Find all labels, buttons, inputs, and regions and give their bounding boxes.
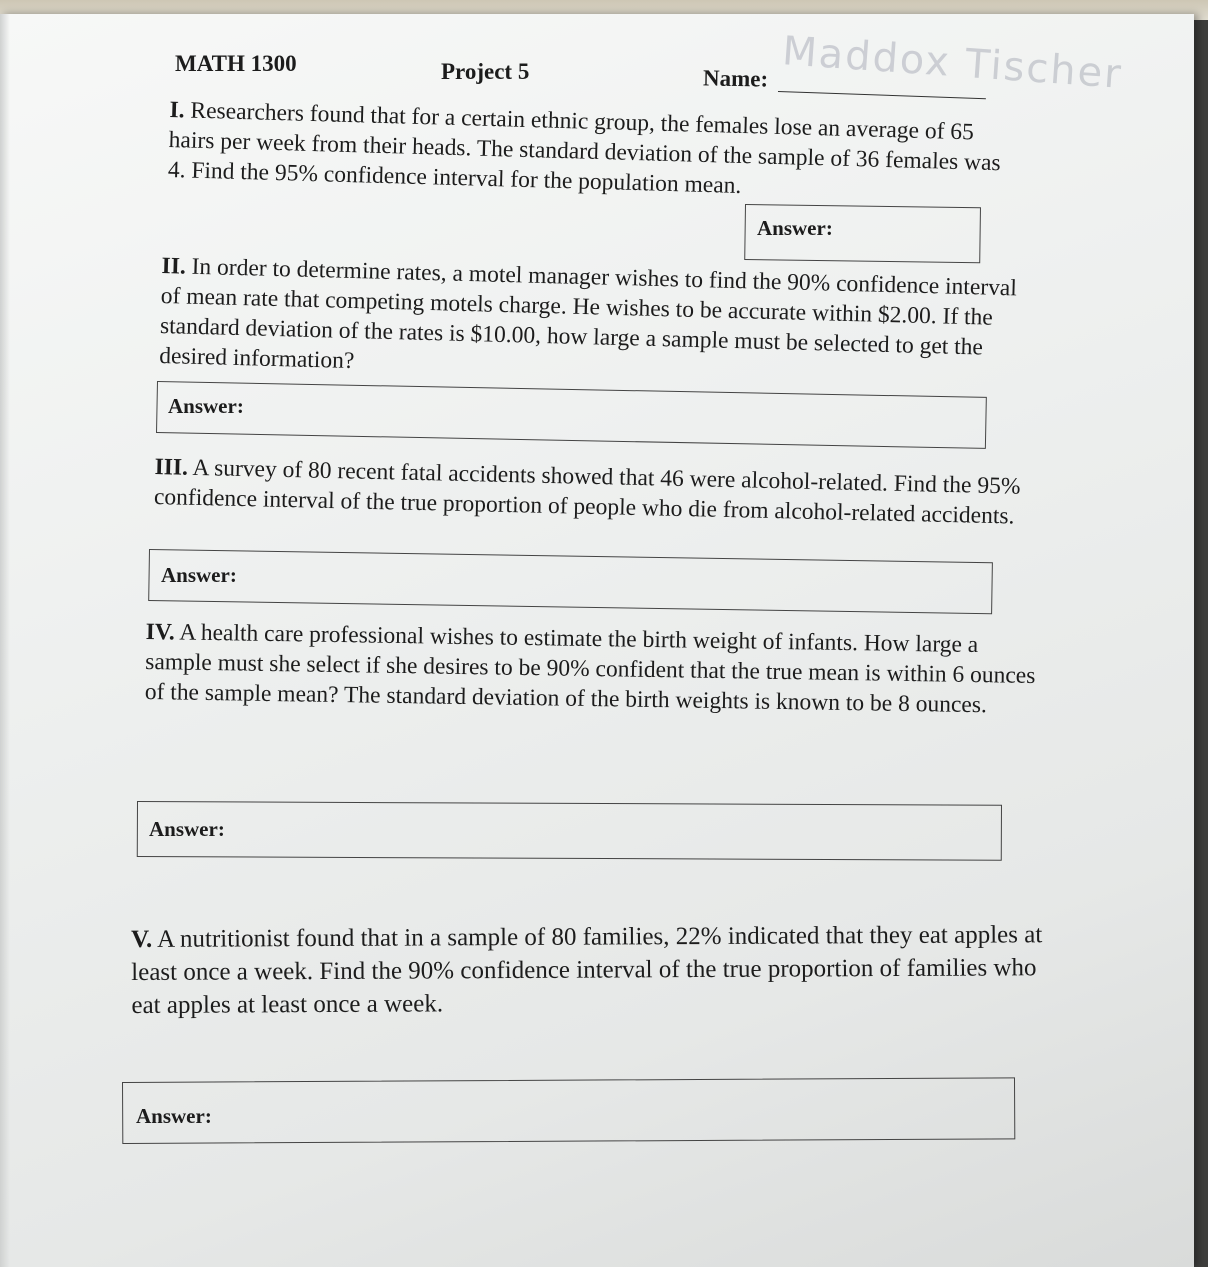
question-text: Researchers found that for a certain ethnic group, the females lose an average of 65 hairs per week from their heads. The standard deviation of the sample of 36 females was 4. Find the 95% confidence interval for the population mean. bbox=[167, 97, 1002, 199]
project-title: Project 5 bbox=[441, 59, 530, 84]
question-text: In order to determine rates, a motel manager wishes to find the 90% confidence interval of mean rate that competing motels charge. He wishes to be accurate within $2.00. If the standard deviation of the rates is $10.00, how large a sample must be selected to get the desired information? bbox=[158, 253, 1018, 375]
page-edge-shadow bbox=[0, 14, 10, 1267]
answer-box-4[interactable] bbox=[137, 801, 1002, 861]
question-number: V. bbox=[131, 925, 153, 953]
question-5 bbox=[131, 918, 1062, 1022]
answer-label: Answer: bbox=[149, 817, 225, 841]
answer-label: Answer: bbox=[757, 216, 833, 240]
course-title: MATH 1300 bbox=[175, 51, 297, 76]
question-text: A nutritionist found that in a sample of 80 families, 22% indicated that they eat apples at least once a week. Find the 90% confidence interval of the true proportion of families who eat apples at least once a week. bbox=[131, 921, 1043, 1019]
question-4 bbox=[145, 617, 1046, 721]
answer-label: Answer: bbox=[168, 394, 244, 418]
answer-box-5[interactable] bbox=[122, 1077, 1015, 1144]
question-2 bbox=[159, 251, 1032, 394]
answer-label: Answer: bbox=[136, 1104, 212, 1128]
question-number: I. bbox=[169, 96, 185, 124]
answer-label: Answer: bbox=[161, 563, 237, 587]
question-text: A health care professional wishes to estimate the birth weight of infants. How large a sample must she select if she desires to be 90% confident that the true mean is within 6 ounces of the sample mean? The standard deviation of the birth weights is known to be 8 ounces. bbox=[144, 619, 1036, 719]
handwritten-signature: Maddox Tischer bbox=[780, 28, 1125, 98]
question-number: IV. bbox=[145, 618, 175, 646]
question-number: II. bbox=[161, 252, 187, 280]
question-text: A survey of 80 recent fatal accidents showed that 46 were alcohol-related. Find the 95% confidence interval of the true proportion of people who die from alcohol-related accidents. bbox=[153, 454, 1021, 530]
question-number: III. bbox=[154, 453, 189, 481]
name-label: Name: bbox=[702, 65, 769, 92]
